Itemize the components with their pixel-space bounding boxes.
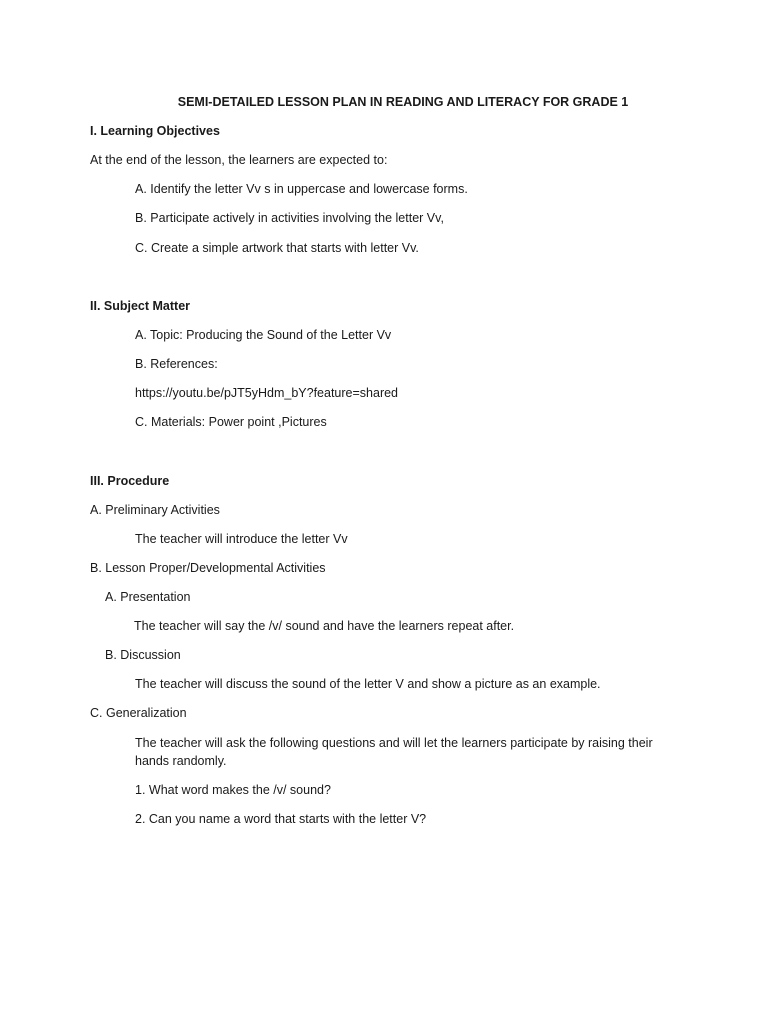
lesson-proper-label: B. Lesson Proper/Developmental Activities	[90, 561, 326, 575]
generalization-question: 2. Can you name a word that starts with the letter V?	[135, 812, 427, 826]
subject-matter-heading: II. Subject Matter	[90, 299, 191, 313]
objective-item: A. Identify the letter Vv s in uppercase and lowercase forms.	[135, 182, 468, 196]
procedure-heading: III. Procedure	[90, 474, 170, 488]
generalization-text: The teacher will ask the following questions and will let the learners participate by raising their hands randomly.	[135, 736, 653, 768]
presentation-label: A. Presentation	[105, 590, 191, 604]
preliminary-label: A. Preliminary Activities	[90, 503, 220, 517]
objective-item: B. Participate actively in activities involving the letter Vv,	[135, 211, 444, 225]
objectives-intro: At the end of the lesson, the learners are expected to:	[90, 153, 388, 167]
subject-materials: C. Materials: Power point ,Pictures	[135, 415, 327, 429]
subject-topic: A. Topic: Producing the Sound of the Letter Vv	[135, 328, 392, 342]
document-title: SEMI-DETAILED LESSON PLAN IN READING AND LITERACY FOR GRADE 1	[177, 95, 629, 109]
discussion-label: B. Discussion	[105, 648, 181, 662]
objective-item: C. Create a simple artwork that starts with letter Vv.	[135, 241, 419, 255]
preliminary-text: The teacher will introduce the letter Vv	[135, 532, 348, 546]
objectives-heading: I. Learning Objectives	[90, 124, 220, 138]
reference-link: https://youtu.be/pJT5yHdm_bY?feature=shared	[135, 386, 399, 400]
generalization-question: 1. What word makes the /v/ sound?	[135, 783, 331, 797]
discussion-text: The teacher will discuss the sound of the letter V and show a picture as an example.	[135, 677, 601, 691]
generalization-label: C. Generalization	[90, 706, 187, 720]
subject-references-label: B. References:	[135, 357, 218, 371]
presentation-text: The teacher will say the /v/ sound and have the learners repeat after.	[134, 619, 515, 633]
